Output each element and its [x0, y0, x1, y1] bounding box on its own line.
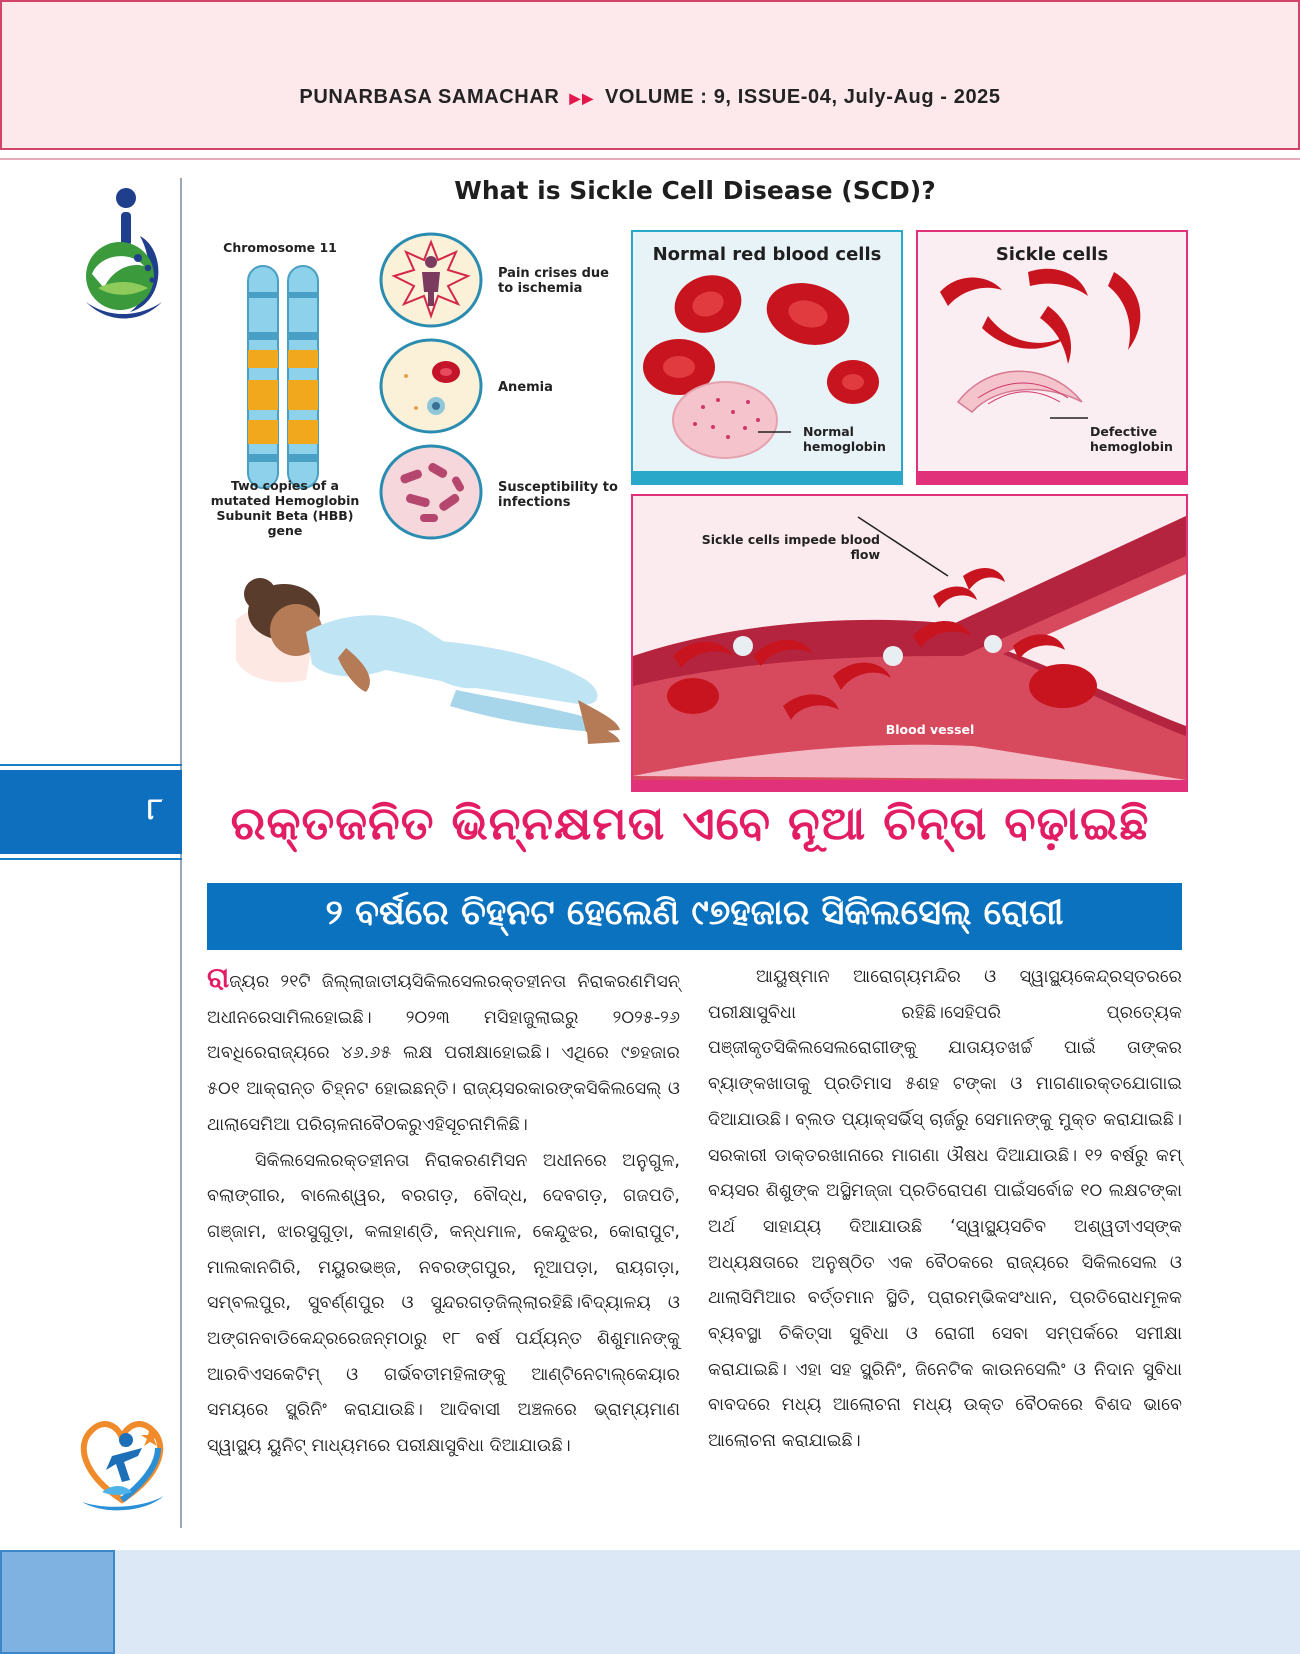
separator-arrows-icon: ▶▶: [569, 90, 595, 106]
normal-rbc-title: Normal red blood cells: [652, 244, 882, 265]
chromosome-label: Chromosome 11: [223, 240, 337, 255]
volume-info: VOLUME : 9, ISSUE-04, July-Aug - 2025: [604, 86, 1001, 108]
infection-icon: [376, 442, 486, 542]
masthead-text: [0, 86, 1300, 109]
pain-crisis-icon: [376, 230, 486, 330]
sickle-cell-title: Sickle cells: [995, 244, 1109, 265]
article-column-right: [708, 960, 1182, 1460]
symptom-pain-label: Pain crises due to ischemia: [498, 266, 609, 296]
symptom-infection-label: Susceptibility to infections: [498, 480, 618, 510]
sickle-cell-panel: [916, 230, 1188, 485]
patient-lying-illustration: [226, 560, 626, 760]
impede-flow-label: Sickle cells impede blood flow: [701, 532, 880, 562]
footer-block: [0, 1550, 115, 1654]
masthead-banner: [0, 0, 1300, 150]
main-headline: ରକ୍ତଜନିତ ଭିନ୍ନକ୍ଷମତା ଏବେ ନୂଆ ଚିନ୍ତା ବଢ଼ାଇଛି: [230, 796, 1150, 850]
page-tab-rule-top: [0, 764, 182, 766]
article-column-left: [207, 960, 680, 1465]
footer-band: [0, 1550, 1300, 1654]
article-paragraph: ଆୟୁଷ୍ମାନ ଆରୋଗ୍ୟମନ୍ଦିର ଓ ସ୍ୱାସ୍ଥ୍ୟକେନ୍ଦ୍ରସ୍ତରରେ ପରୀକ୍ଷାସୁବିଧା ରହିଛି।ସେହିପରି ପ୍ରତ୍ୟେକ ପଞ୍ଜୀକୃତସିକିଲସେଲରୋଗୀଙ୍କୁ ଯାତାୟତଖର୍ଚ୍ଚ ପାଇଁ ତାଙ୍କର ବ୍ୟାଙ୍କଖାତାକୁ ପ୍ରତିମାସ ୫ଶହ ଟଙ୍କା ଓ ମାଗଣାରକ୍ତଯୋଗାଇ ଦିଆଯାଉଛି। ବ୍ଲଡ ପ୍ୟାକ୍‌ସର୍ଭିସ୍ ଚାର୍ଜରୁ ସେମାନଙ୍କୁ ମୁକ୍ତ କରାଯାଇଛି। ସରକାରୀ ଡାକ୍ତରଖାନାରେ ମାଗଣା ଔଷଧ ଦିଆଯାଉଛି। ୧୨ ବର୍ଷରୁ କମ୍ ବୟସର ଶିଶୁଙ୍କ ଅସ୍ଥିମଜ୍ଜା ପ୍ରତିରୋପଣ ପାଇଁସର୍ବୋଚ୍ଚ ୧୦ ଲକ୍ଷଟଙ୍କା ଅର୍ଥ ସାହାଯ୍ୟ ଦିଆଯାଉଛି ‘ସ୍ୱାସ୍ଥ୍ୟସଚିବ ଅଶ୍ୱତୀଏସ୍‌ଙ୍କ ଅଧ୍ୟକ୍ଷତାରେ ଅନୁଷ୍ଠିତ ଏକ ବୈଠକରେ ରାଜ୍ୟରେ ସିକିଲସେଲ ଓ ଥାଲାସିମିଆର ବର୍ତ୍ତମାନ ସ୍ଥିତି, ପ୍ରାରମ୍ଭିକସଂଧାନ, ପ୍ରତିରୋଧମୂଳକ ବ୍ୟବସ୍ଥା ଚିକିତ୍ସା ସୁବିଧା ଓ ରୋଗୀ ସେବା ସମ୍ପର୍କରେ ସମୀକ୍ଷା କରାଯାଇଛି। ଏହା ସହ ସ୍କ୍ରିନିଂ, ଜିନେଟିକ କାଉନସେଲିଂ ଓ ନିଦାନ ସୁବିଧା ବାବଦରେ ମଧ୍ୟ ଆଲୋଚନା ମଧ୍ୟ ଉକ୍ତ ବୈଠକରେ ବିଶଦ ଭାବେ ଆଲୋଚନା କରାଯାଇଛି।: [708, 967, 1182, 1452]
symptom-anemia-label: Anemia: [498, 380, 553, 395]
subheadline: ୨ ବର୍ଷରେ ଚିହ୍ନଟ ହେଲେଣି ୯୭ହଜାର ସିକିଲସେଲ୍ ରୋଗୀ: [325, 893, 1064, 933]
paragraph-text: ଜ୍ୟର ୨୧ଟି ଜିଲ୍ଲାଜାତୀୟସିକିଲସେଲରକ୍ତହୀନତା ନିରାକରଣମିସନ୍ ଅଧୀନରେସାମିଲହୋଇଛି। ୨୦୨୩ ମସିହାଜୁଲାଇରୁ ୨୦୨୫-୨୬ ଅବଧିରେରାଜ୍ୟରେ ୪୬.୬୫ ଲକ୍ଷ ପରୀକ୍ଷାହୋଇଛି। ଏଥିରେ ୯୭ହଜାର ୫୦୧ ଆକ୍ରାନ୍ତ ଚିହ୍ନଟ ହୋଇଛନ୍ତି। ରାଜ୍ୟସରକାରଙ୍କସିକିଲସେଲ୍ ଓ ଥାଲାସେମିଆ ପରିଚାଳନାବୈଠକରୁଏହିସୂଚନାମିଳିଛି।: [207, 972, 680, 1135]
drop-cap: ରା: [207, 961, 230, 994]
hbb-gene-label: Two copies of a mutated Hemoglobin Subunit Beta (HBB) gene: [210, 478, 360, 538]
rehabilitation-logo-icon: [72, 1404, 172, 1516]
article-paragraph: ସିକିଲସେଲରକ୍ତହୀନତା ନିରାକରଣମିସନ ଅଧୀନରେ ଅନୁଗୁଳ, ବଲାଙ୍ଗୀର, ବାଲେଶ୍ୱର, ବରଗଡ଼, ବୌଦ୍ଧ, ଦେବଗଡ଼, ଗଜପତି, ଗଞ୍ଜାମ, ଝାରସୁଗୁଡ଼ା, କଳାହାଣ୍ଡି, କନ୍ଧମାଳ, କେନ୍ଦୁଝର, କୋରାପୁଟ, ମାଲକାନଗିରି, ମୟୁରଭଞ୍ଜ, ନବରଙ୍ଗପୁର, ନୂଆପଡ଼ା, ରାୟଗଡ଼ା, ସମ୍ବଲପୁର, ସୁବର୍ଣ୍ଣପୁର ଓ ସୁନ୍ଦରଗଡ଼ଜିଲ୍ଲାରହିଛି।ବିଦ୍ୟାଳୟ ଓ ଅଙ୍ଗନବାଡିକେନ୍ଦ୍ରରେଜନ୍ମଠାରୁ ୧୮ ବର୍ଷ ପର୍ଯ୍ୟନ୍ତ ଶିଶୁମାନଙ୍କୁ ଆରବିଏସକେଟିମ୍ ଓ ଗର୍ଭବତୀମହିଳାଙ୍କୁ ଆଣ୍ଟିନେଟାଲ୍‌କେୟାର ସମୟରେ ସ୍କ୍ରିନିଂ କରାଯାଉଛି। ଆଦିବାସୀ ଅଞ୍ଚଳରେ ଭ୍ରାମ୍ୟମାଣ ସ୍ୱାସ୍ଥ୍ୟ ୟୁନିଟ୍ ମାଧ୍ୟମରେ ପରୀକ୍ଷାସୁବିଧା ଦିଆଯାଉଛି।: [207, 1150, 680, 1457]
blood-vessel-label: Blood vessel: [885, 722, 975, 737]
page-number: ୮: [147, 792, 163, 827]
anemia-icon: [376, 336, 486, 436]
publication-name: PUNARBASA SAMACHAR: [299, 86, 560, 108]
header-divider: [0, 158, 1300, 160]
defective-hemoglobin-label: Defective hemoglobin: [1090, 424, 1173, 454]
infographic-title: What is Sickle Cell Disease (SCD)?: [454, 176, 936, 205]
normal-hemoglobin-label: Normal hemoglobin: [803, 424, 886, 454]
normal-rbc-panel: [631, 230, 903, 485]
accessibility-logo-icon: [78, 184, 170, 324]
page-tab-rule-bottom: [0, 858, 182, 860]
article-paragraph: [207, 960, 680, 1144]
